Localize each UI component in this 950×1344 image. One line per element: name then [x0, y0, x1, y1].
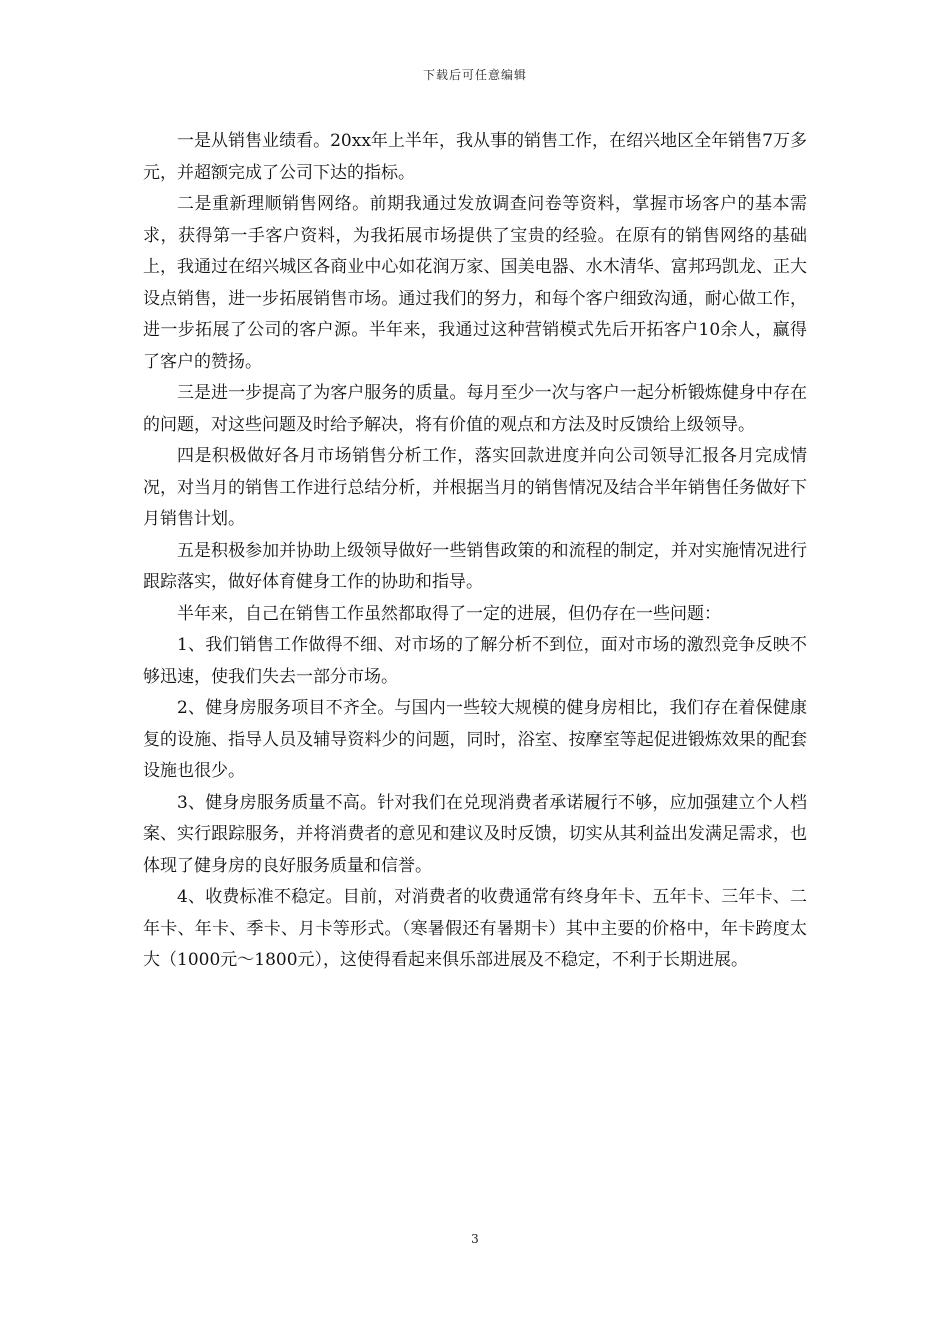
paragraph-problem-4: 4、收费标准不稳定。目前，对消费者的收费通常有终身年卡、五年卡、三年卡、二年卡、年卡、季卡、月卡等形式。（寒暑假还有暑期卡）其中主要的价格中，年卡跨度太大（1000元～1800元），这使得看起来俱乐部进展及不稳定，不利于长期进展。	[143, 887, 807, 970]
paragraph-sales-performance: 一是从销售业绩看。20xx年上半年，我从事的销售工作，在绍兴地区全年销售7万多元，并超额完成了公司下达的指标。	[143, 131, 807, 183]
document-body	[143, 126, 807, 977]
paragraph-problem-3: 3、健身房服务质量不高。针对我们在兑现消费者承诺履行不够，应加强建立个人档案、实行跟踪服务，并将消费者的意见和建议及时反馈，切实从其利益出发满足需求，也体现了健身房的良好服务质量和信誉。	[143, 792, 807, 876]
paragraph-sales-network: 二是重新理顺销售网络。前期我通过发放调查问卷等资料，掌握市场客户的基本需求，获得第一手客户资料，为我拓展市场提供了宝贵的经验。在原有的销售网络的基础上，我通过在绍兴城区各商业中心如花润万家、国美电器、水木清华、富邦玛凯龙、正大设点销售，进一步拓展销售市场。通过我们的努力，和每个客户细致沟通，耐心做工作，进一步拓展了公司的客户源。半年来，我通过这种营销模式先后开拓客户10余人，赢得了客户的赞扬。	[143, 194, 807, 372]
page-header: 下载后可任意编辑	[422, 68, 527, 82]
paragraph-problems-intro: 半年来，自己在销售工作虽然都取得了一定的进展，但仍存在一些问题：	[177, 603, 721, 624]
paragraph-problem-2: 2、健身房服务项目不齐全。与国内一些较大规模的健身房相比，我们存在着保健康复的设施、指导人员及辅导资料少的问题，同时，浴室、按摩室等起促进锻炼效果的配套设施也很少。	[143, 698, 807, 781]
paragraph-market-analysis: 四是积极做好各月市场销售分析工作，落实回款进度并向公司领导汇报各月完成情况，对当月的销售工作进行总结分析，并根据当月的销售情况及结合半年销售任务做好下月销售计划。	[143, 446, 807, 529]
page-number: 3	[471, 1232, 479, 1246]
paragraph-problem-1: 1、我们销售工作做得不细、对市场的了解分析不到位，面对市场的激烈竞争反映不够迅速，使我们失去一部分市场。	[143, 635, 807, 687]
paragraph-service-quality: 三是进一步提高了为客户服务的质量。每月至少一次与客户一起分析锻炼健身中存在的问题，对这些问题及时给予解决，将有价值的观点和方法及时反馈给上级领导。	[143, 383, 807, 435]
paragraph-policy-assist: 五是积极参加并协助上级领导做好一些销售政策的和流程的制定，并对实施情况进行跟踪落实，做好体育健身工作的协助和指导。	[143, 540, 807, 592]
